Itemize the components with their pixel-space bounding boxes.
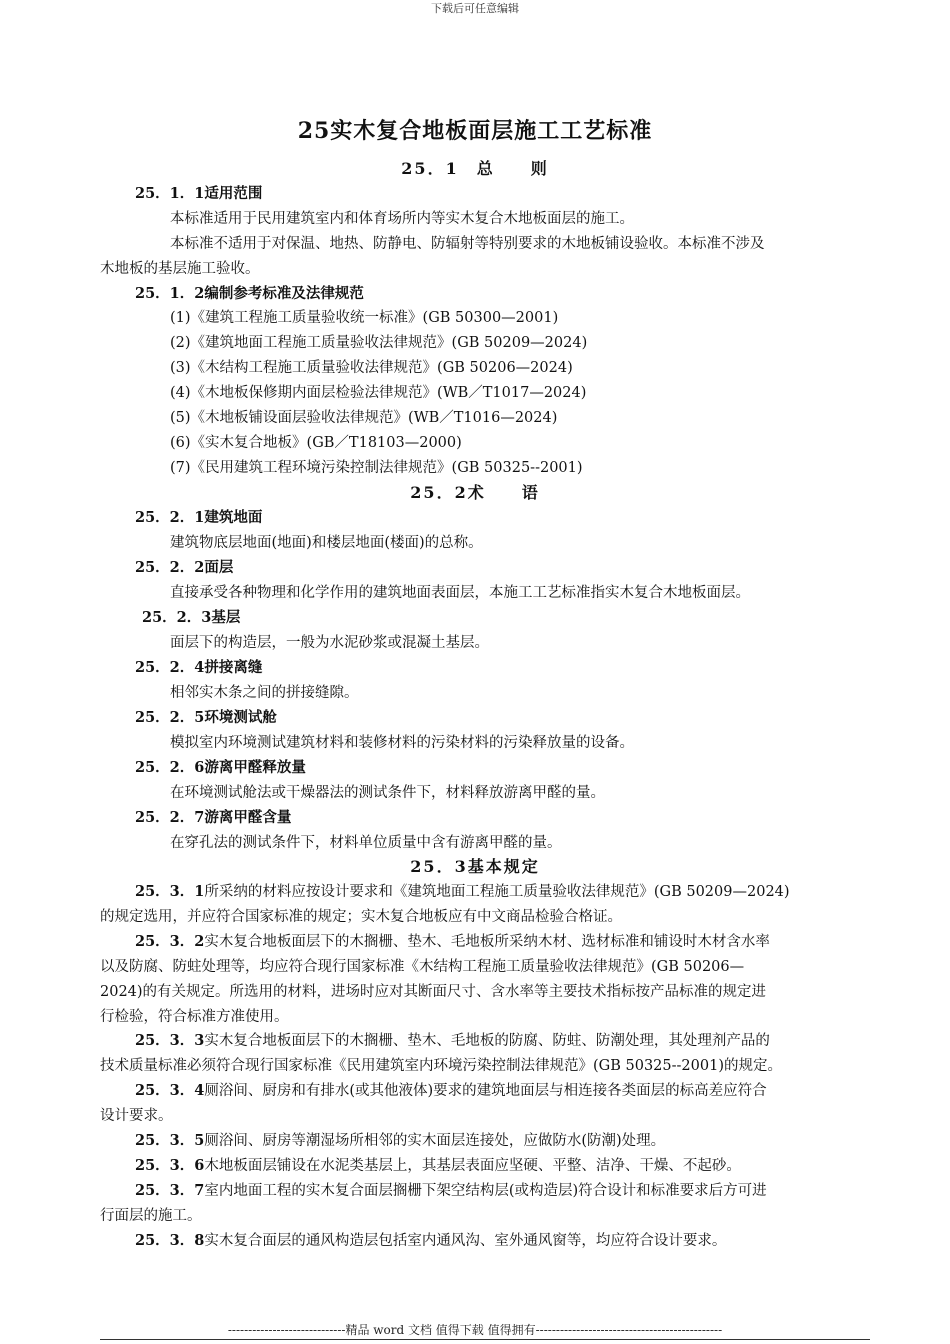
rule-number: 25．3．4 <box>135 1082 205 1099</box>
term-definition: 在穿孔法的测试条件下，材料单位质量中含有游离甲醛的量。 <box>170 835 562 851</box>
rule-number: 25．3．7 <box>135 1182 205 1199</box>
reference-item: (6)《实木复合地板》(GB／T18103—2000) <box>170 435 462 451</box>
rule-text: 实木复合面层的通风构造层包括室内通风沟、室外通风窗等，均应符合设计要求。 <box>204 1233 727 1249</box>
term-definition: 建筑物底层地面(地面)和楼层地面(楼面)的总称。 <box>170 535 483 551</box>
reference-item: (2)《建筑地面工程施工质量验收法律规范》(GB 50209—2024) <box>170 335 588 351</box>
rule-number: 25．3．2 <box>135 933 205 950</box>
rule-item <box>135 1079 767 1100</box>
section-heading-terms: 25．2术 语 <box>410 483 540 502</box>
term-title: 25．2．2面层 <box>135 559 234 576</box>
reference-item: (5)《木地板铺设面层验收法律规范》(WB／T1016—2024) <box>170 410 558 426</box>
reference-item: (1)《建筑工程施工质量验收统一标准》(GB 50300—2001) <box>170 310 559 326</box>
rule-item <box>135 1154 741 1175</box>
rule-text: 木地板面层铺设在水泥类基层上，其基层表面应坚硬、平整、洁净、干燥、不起砂。 <box>204 1158 741 1174</box>
rule-item <box>135 1129 665 1150</box>
rule-text: 行面层的施工。 <box>100 1208 202 1224</box>
rule-text: 2024)的有关规定。所选用的材料，进场时应对其断面尺寸、含水率等主要技术指标按产品标准的规定进 <box>100 984 767 1000</box>
subheading-references: 25．1．2编制参考标准及法律规范 <box>135 285 364 302</box>
section-heading-basic-rules: 25．3基本规定 <box>410 857 540 876</box>
rule-text: 厕浴间、厨房等潮湿场所相邻的实木面层连接处，应做防水(防潮)处理。 <box>204 1133 666 1149</box>
rule-text: 室内地面工程的实木复合面层搁栅下架空结构层(或构造层)符合设计和标准要求后方可进 <box>204 1183 767 1199</box>
rule-number: 25．3．6 <box>135 1157 205 1174</box>
term-definition: 面层下的构造层，一般为水泥砂浆或混凝土基层。 <box>170 635 489 651</box>
reference-item: (7)《民用建筑工程环境污染控制法律规范》(GB 50325--2001) <box>170 460 583 476</box>
term-title: 25．2．7游离甲醛含量 <box>135 809 292 826</box>
paragraph: 木地板的基层施工验收。 <box>100 261 260 277</box>
rule-text: 实木复合地板面层下的木搁栅、垫木、毛地板的防腐、防蛀、防潮处理，其处理剂产品的 <box>204 1033 770 1049</box>
rule-text: 的规定选用，并应符合国家标准的规定；实木复合地板应有中文商品检验合格证。 <box>100 909 622 925</box>
rule-item <box>135 1029 770 1050</box>
paragraph: 本标准适用于民用建筑室内和体育场所内等实木复合木地板面层的施工。 <box>170 211 634 227</box>
section-heading-general: 25．1 总 则 <box>401 159 549 178</box>
rule-text: 设计要求。 <box>100 1108 173 1124</box>
rule-text: 所采纳的材料应按设计要求和《建筑地面工程施工质量验收法律规范》(GB 50209—2024) <box>204 884 790 900</box>
page-header: 下载后可任意编辑 <box>431 2 519 15</box>
rule-number: 25．3．3 <box>135 1032 205 1049</box>
rule-item <box>135 930 770 951</box>
term-title: 25．2．3基层 <box>142 609 241 626</box>
term-title: 25．2．4拼接离缝 <box>135 659 263 676</box>
term-definition: 模拟室内环境测试建筑材料和装修材料的污染材料的污染释放量的设备。 <box>170 735 634 751</box>
paragraph: 本标准不适用于对保温、地热、防静电、防辐射等特别要求的木地板铺设验收。本标准不涉及 <box>170 236 765 252</box>
term-definition: 相邻实木条之间的拼接缝隙。 <box>170 685 359 701</box>
rule-text: 技术质量标准必须符合现行国家标准《民用建筑室内环境污染控制法律规范》(GB 50325--2001)的规定。 <box>100 1058 782 1074</box>
rule-text: 厕浴间、厨房和有排水(或其他液体)要求的建筑地面层与相连接各类面层的标高差应符合 <box>204 1083 767 1099</box>
footer-divider <box>100 1339 870 1340</box>
term-title: 25．2．5环境测试舱 <box>135 709 277 726</box>
rule-item <box>135 1229 726 1250</box>
document-title: 25实木复合地板面层施工工艺标准 <box>297 118 653 144</box>
term-title: 25．2．1建筑地面 <box>135 509 263 526</box>
rule-text: 行检验，符合标准方准使用。 <box>100 1009 289 1025</box>
rule-number: 25．3．8 <box>135 1232 205 1249</box>
subheading-scope: 25．1．1适用范围 <box>135 185 263 202</box>
rule-item <box>135 1179 767 1200</box>
reference-item: (3)《木结构工程施工质量验收法律规范》(GB 50206—2024) <box>170 360 573 376</box>
rule-text: 以及防腐、防蛀处理等，均应符合现行国家标准《木结构工程施工质量验收法律规范》(GB 50206— <box>100 959 745 975</box>
rule-item <box>135 880 790 901</box>
rule-number: 25．3．5 <box>135 1132 205 1149</box>
term-definition: 在环境测试舱法或干燥器法的测试条件下，材料释放游离甲醛的量。 <box>170 785 605 801</box>
term-definition: 直接承受各种物理和化学作用的建筑地面表面层，本施工工艺标准指实木复合木地板面层。 <box>170 585 750 601</box>
term-title: 25．2．6游离甲醛释放量 <box>135 759 306 776</box>
reference-item: (4)《木地板保修期内面层检验法律规范》(WB／T1017—2024) <box>170 385 587 401</box>
page-footer: -----------------------------精品 word 文档 值得下载 值得拥有---------------------------------------------- <box>227 1323 723 1337</box>
rule-text: 实木复合地板面层下的木搁栅、垫木、毛地板所采纳木材、选材标准和铺设时木材含水率 <box>204 934 770 950</box>
rule-number: 25．3．1 <box>135 883 205 900</box>
